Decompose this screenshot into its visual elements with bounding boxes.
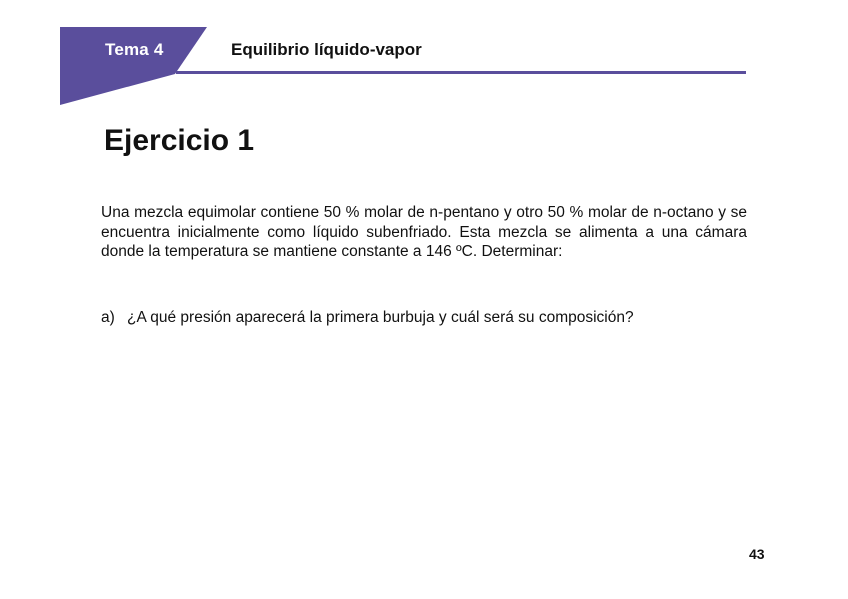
- question-text: ¿A qué presión aparecerá la primera burbuja y cuál será su composición?: [127, 309, 634, 326]
- topic-title: Equilibrio líquido-vapor: [231, 40, 422, 59]
- page-number: 43: [749, 546, 765, 562]
- exercise-title: Ejercicio 1: [104, 124, 255, 157]
- question-a: [101, 308, 634, 328]
- header-rule: [176, 71, 746, 74]
- tema-banner: [60, 27, 207, 105]
- question-marker: a): [101, 309, 115, 326]
- banner-shape: [60, 27, 207, 105]
- tema-label: Tema 4: [105, 40, 164, 59]
- exercise-statement: Una mezcla equimolar contiene 50 % molar de n-pentano y otro 50 % molar de n-octano y se encuentra inicialmente como líquido subenfriado. Esta mezcla se alimenta a una cámara donde la temperatura se mantiene constante a 146 ºC. Determinar:: [101, 204, 747, 260]
